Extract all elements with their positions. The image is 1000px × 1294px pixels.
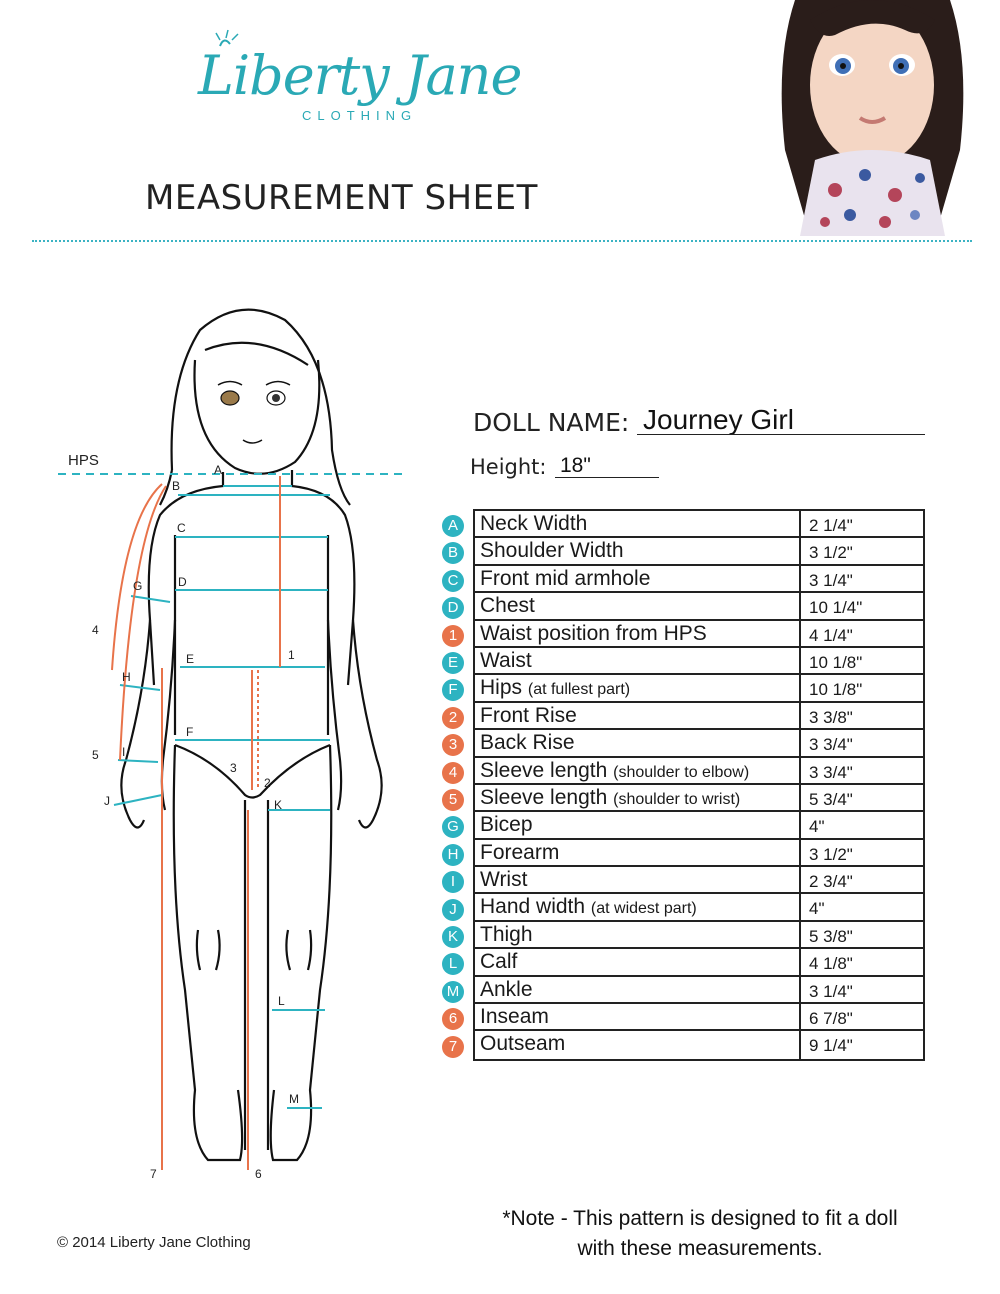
measurement-marker-icon: F bbox=[442, 679, 464, 701]
doll-name-value: Journey Girl bbox=[643, 404, 794, 435]
measurement-value: 3 1/4" bbox=[809, 570, 853, 590]
measurement-name bbox=[475, 894, 801, 919]
measurement-label: Front mid armhole bbox=[480, 566, 651, 590]
measurement-name bbox=[475, 566, 801, 591]
dotted-divider bbox=[32, 240, 972, 242]
table-row bbox=[475, 566, 923, 593]
measurement-name bbox=[475, 703, 801, 728]
diagram-label-f: F bbox=[186, 725, 194, 739]
measurement-name bbox=[475, 977, 801, 1002]
measurement-label: Neck Width bbox=[480, 512, 588, 535]
measurement-name bbox=[475, 648, 801, 673]
measurement-label: Sleeve length bbox=[480, 785, 608, 809]
measurement-name bbox=[475, 511, 801, 536]
measurement-value: 4" bbox=[809, 817, 825, 837]
measurement-value: 10 1/8" bbox=[809, 652, 863, 672]
table-row bbox=[475, 840, 923, 867]
diagram-label-2: 2 bbox=[264, 776, 271, 790]
measurement-marker-icon: E bbox=[442, 652, 464, 674]
measurement-name bbox=[475, 730, 801, 755]
table-row bbox=[475, 593, 923, 620]
measurement-label: Wrist bbox=[480, 868, 528, 892]
fit-note bbox=[470, 1204, 930, 1264]
diagram-label-j: J bbox=[104, 794, 110, 808]
measurement-value: 3 1/2" bbox=[809, 844, 853, 864]
measurement-label: Shoulder Width bbox=[480, 539, 624, 563]
table-row bbox=[475, 675, 923, 702]
measurement-name bbox=[475, 538, 801, 563]
measurement-note: (at widest part) bbox=[590, 900, 697, 918]
measurement-marker-icon: G bbox=[442, 816, 464, 838]
measurement-label: Bicep bbox=[480, 813, 533, 837]
table-row bbox=[475, 977, 923, 1004]
diagram-label-k: K bbox=[274, 798, 283, 812]
table-row bbox=[475, 812, 923, 839]
measurement-marker-icon: 4 bbox=[442, 762, 464, 784]
diagram-label-7: 7 bbox=[150, 1167, 157, 1181]
measurement-marker-icon: H bbox=[442, 844, 464, 866]
measurement-value: 4" bbox=[809, 899, 825, 919]
measurement-value: 5 3/8" bbox=[809, 926, 853, 946]
height-label: Height: bbox=[470, 455, 547, 479]
diagram-label-4: 4 bbox=[92, 623, 99, 637]
table-row bbox=[475, 894, 923, 921]
measurement-value: 10 1/8" bbox=[809, 680, 863, 700]
measurement-value: 4 1/8" bbox=[809, 954, 853, 974]
diagram-label-a: A bbox=[214, 463, 223, 477]
height-underline bbox=[555, 477, 659, 478]
logo-graphic bbox=[190, 28, 522, 128]
measurement-label: Outseam bbox=[480, 1032, 566, 1056]
diagram-label-b: B bbox=[172, 479, 181, 493]
measurement-value: 2 1/4" bbox=[809, 516, 853, 535]
measurement-label: Waist bbox=[480, 648, 532, 672]
table-row bbox=[475, 922, 923, 949]
measurement-name bbox=[475, 867, 801, 892]
measurement-note: (shoulder to wrist) bbox=[613, 790, 741, 808]
doll-photo-graphic bbox=[755, 0, 987, 236]
fit-note-line-1: *Note - This pattern is designed to fit a doll bbox=[502, 1207, 898, 1230]
diagram-label-c: C bbox=[177, 521, 186, 535]
measurement-marker-icon: 1 bbox=[442, 625, 464, 647]
measurement-value: 9 1/4" bbox=[809, 1036, 853, 1056]
measurement-marker-icon: L bbox=[442, 953, 464, 975]
measurement-value: 6 7/8" bbox=[809, 1009, 853, 1029]
measurement-marker-icon: 5 bbox=[442, 789, 464, 811]
table-row bbox=[475, 949, 923, 976]
height-value: 18" bbox=[560, 454, 591, 477]
logo-wordmark: Liberty Jane bbox=[198, 44, 522, 107]
table-row bbox=[475, 1004, 923, 1031]
measurement-value: 3 1/2" bbox=[809, 543, 853, 563]
measurement-value: 2 3/4" bbox=[809, 872, 853, 892]
measurement-value: 3 3/4" bbox=[809, 762, 853, 782]
diagram-label-g: G bbox=[133, 579, 143, 593]
table-row bbox=[475, 621, 923, 648]
measurement-name bbox=[475, 621, 801, 646]
measurement-marker-icon: C bbox=[442, 570, 464, 592]
measurement-name bbox=[475, 593, 801, 618]
diagram-label-h: H bbox=[122, 670, 131, 684]
table-row bbox=[475, 867, 923, 894]
diagram-label-3: 3 bbox=[230, 761, 237, 775]
measurement-value: 10 1/4" bbox=[809, 598, 863, 618]
measurement-label: Forearm bbox=[480, 840, 560, 864]
measurement-marker-icon: 6 bbox=[442, 1008, 464, 1030]
measurement-marker-icon: B bbox=[442, 542, 464, 564]
diagram-label-i: I bbox=[122, 745, 126, 759]
diagram-label-6: 6 bbox=[255, 1167, 262, 1181]
measurement-marker-icon: A bbox=[442, 515, 464, 537]
table-row bbox=[475, 730, 923, 757]
measurement-name bbox=[475, 675, 801, 700]
measurement-value: 3 3/8" bbox=[809, 707, 853, 727]
table-row bbox=[475, 758, 923, 785]
measurement-value: 3 1/4" bbox=[809, 981, 853, 1001]
measurement-marker-icon: 3 bbox=[442, 734, 464, 756]
diagram-label-m: M bbox=[289, 1092, 299, 1106]
table-row bbox=[475, 1031, 923, 1059]
measurement-note: (shoulder to elbow) bbox=[613, 763, 750, 781]
doll-name-label: DOLL NAME: bbox=[473, 408, 630, 437]
measurement-marker-icon: D bbox=[442, 597, 464, 619]
doll-outline-graphic bbox=[40, 290, 440, 1190]
measurement-label: Hips bbox=[480, 676, 523, 700]
measurement-value: 3 3/4" bbox=[809, 735, 853, 755]
measurement-name bbox=[475, 758, 801, 783]
measurement-label: Ankle bbox=[480, 977, 533, 1001]
diagram-label-1: 1 bbox=[288, 648, 295, 662]
measurement-label: Thigh bbox=[480, 922, 533, 946]
brand-logo bbox=[190, 28, 522, 128]
measurement-marker-icon: K bbox=[442, 926, 464, 948]
doll-name-underline bbox=[637, 434, 925, 435]
fit-note-line-2: with these measurements. bbox=[577, 1237, 823, 1260]
hps-label: HPS bbox=[68, 452, 99, 469]
measurement-label: Sleeve length bbox=[480, 758, 608, 782]
measurement-name bbox=[475, 949, 801, 974]
measurement-label: Inseam bbox=[480, 1005, 549, 1029]
measurement-label: Back Rise bbox=[480, 731, 575, 755]
measurement-label: Calf bbox=[480, 950, 518, 974]
doll-photo bbox=[755, 0, 987, 236]
measurement-name bbox=[475, 785, 801, 810]
measurement-marker-icon: 7 bbox=[442, 1036, 464, 1058]
page-title: MEASUREMENT SHEET bbox=[145, 178, 538, 218]
table-row bbox=[475, 703, 923, 730]
doll-measurement-diagram bbox=[40, 290, 440, 1190]
measurement-name bbox=[475, 840, 801, 865]
measurement-marker-icon: J bbox=[442, 899, 464, 921]
measurement-name bbox=[475, 1004, 801, 1029]
measurement-label: Front Rise bbox=[480, 703, 577, 727]
logo-subtitle: CLOTHING bbox=[302, 108, 418, 123]
measurement-value: 4 1/4" bbox=[809, 625, 853, 645]
table-row bbox=[475, 538, 923, 565]
table-row bbox=[475, 785, 923, 812]
measurement-table bbox=[473, 509, 925, 1061]
diagram-label-5: 5 bbox=[92, 748, 99, 762]
measurement-label: Chest bbox=[480, 594, 535, 618]
measurement-marker-icon: I bbox=[442, 871, 464, 893]
measurement-name bbox=[475, 812, 801, 837]
diagram-label-e: E bbox=[186, 652, 195, 666]
measurement-note: (at fullest part) bbox=[527, 681, 631, 699]
measurement-marker-icon: 2 bbox=[442, 707, 464, 729]
diagram-label-d: D bbox=[178, 575, 187, 589]
diagram-label-l: L bbox=[278, 994, 285, 1008]
measurement-label: Hand width bbox=[480, 895, 586, 919]
table-row bbox=[475, 648, 923, 675]
copyright-text: © 2014 Liberty Jane Clothing bbox=[57, 1234, 251, 1251]
measurement-label: Waist position from HPS bbox=[480, 621, 707, 645]
table-row bbox=[475, 511, 923, 538]
measurement-name bbox=[475, 922, 801, 947]
measurement-value: 5 3/4" bbox=[809, 789, 853, 809]
measurement-name bbox=[475, 1031, 801, 1059]
measurement-marker-icon: M bbox=[442, 981, 464, 1003]
